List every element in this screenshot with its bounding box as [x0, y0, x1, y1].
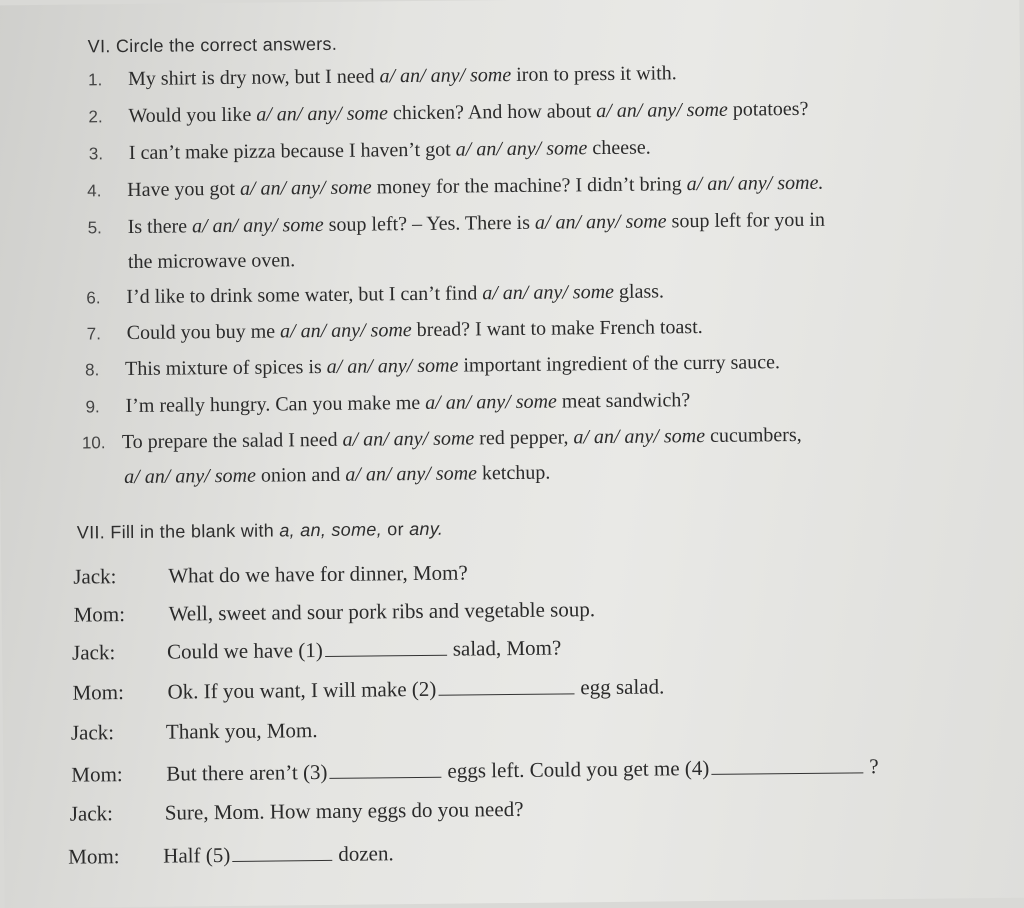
question-row — [88, 209, 826, 240]
question-text: chicken? And how about — [388, 100, 597, 124]
question-row — [86, 280, 664, 309]
question-text: red pepper, — [474, 426, 573, 449]
answer-options[interactable]: a/ an/ any/ some — [535, 210, 667, 233]
question-row — [87, 172, 823, 203]
speaker-label: Jack: — [73, 564, 168, 590]
question-row — [85, 351, 780, 381]
dialogue-text: egg salad. — [580, 674, 664, 699]
question-text: My shirt is dry now, but I need — [128, 65, 380, 90]
dialogue-line — [71, 754, 879, 787]
question-text: cucumbers, — [705, 424, 802, 447]
dialogue-line — [71, 718, 318, 746]
answer-options[interactable]: a/ an/ any/ some — [280, 319, 412, 342]
answer-options[interactable]: a/ an/ any/ some — [327, 355, 459, 378]
speaker-label: Mom: — [68, 844, 163, 870]
dialogue-text: Half (5) — [163, 843, 230, 868]
section-7-heading-words: a, an, some, — [279, 519, 382, 540]
question-text: Is there — [128, 215, 193, 238]
question-text: I can’t make pizza because I haven’t got — [129, 139, 456, 164]
speaker-label: Mom: — [74, 602, 169, 628]
question-text: Would you like — [128, 104, 256, 127]
question-text: glass. — [614, 280, 664, 303]
question-row — [85, 389, 690, 418]
question-row — [88, 98, 808, 129]
question-row — [87, 316, 703, 345]
question-number: 9. — [85, 397, 125, 417]
answer-options[interactable]: a/ an/ any/ some. — [687, 172, 824, 195]
section-6-heading: VI. Circle the correct answers. — [88, 34, 338, 58]
question-number: 1. — [88, 70, 128, 90]
question-text: iron to press it with. — [511, 62, 677, 86]
question-text: money for the machine? I didn’t bring — [372, 173, 687, 198]
dialogue-line — [72, 674, 664, 705]
speaker-label: Jack: — [71, 720, 166, 746]
dialogue-text: Could we have (1) — [167, 638, 323, 664]
question-text: bread? I want to make French toast. — [412, 316, 703, 341]
question-text: onion and — [256, 464, 346, 487]
dialogue-text: Thank you, Mom. — [166, 718, 318, 744]
question-text: I’m really hungry. Can you make me — [125, 392, 425, 417]
answer-options[interactable]: a/ an/ any/ some — [256, 102, 388, 125]
answer-options[interactable]: a/ an/ any/ some — [379, 64, 511, 87]
speaker-label: Mom: — [71, 762, 166, 788]
answer-options[interactable]: a/ an/ any/ some — [192, 214, 324, 237]
question-number: 5. — [88, 218, 128, 238]
question-text: soup left? – Yes. There is — [324, 212, 536, 236]
section-7-dialogue — [0, 0, 1019, 5]
question-number: 7. — [87, 324, 127, 344]
dialogue-text: Sure, Mom. How many eggs do you need? — [165, 797, 524, 825]
answer-options[interactable]: a/ an/ any/ some — [456, 137, 588, 160]
answer-options[interactable]: a/ an/ any/ some — [240, 176, 372, 199]
dialogue-text: Well, sweet and sour pork ribs and vegetable soup. — [169, 597, 596, 625]
dialogue-line — [68, 841, 394, 869]
question-text: This mixture of spices is — [125, 356, 327, 380]
section-7-heading-any: any. — [409, 519, 443, 539]
answer-options[interactable]: a/ an/ any/ some — [124, 465, 256, 488]
question-row — [82, 424, 802, 455]
answer-blank[interactable] — [711, 756, 863, 775]
question-text: To prepare the salad I need — [122, 429, 343, 453]
answer-options[interactable]: a/ an/ any/ some — [345, 462, 477, 485]
question-number: 8. — [85, 360, 125, 380]
answer-options[interactable]: a/ an/ any/ some — [573, 425, 705, 448]
question-text: soup left for you in — [666, 209, 825, 233]
question-row — [128, 249, 295, 274]
question-text: meat sandwich? — [557, 389, 691, 412]
question-row — [89, 137, 651, 166]
question-text: the microwave oven. — [128, 249, 295, 273]
dialogue-line — [74, 597, 596, 627]
question-number: 4. — [87, 181, 127, 201]
question-number: 3. — [89, 144, 129, 164]
dialogue-text: ? — [869, 754, 879, 778]
dialogue-text: Ok. If you want, I will make (2) — [167, 677, 436, 704]
answer-options[interactable]: a/ an/ any/ some — [342, 427, 474, 450]
question-text: I’d like to drink some water, but I can’t find — [126, 282, 482, 308]
question-number: 10. — [82, 433, 122, 453]
section-7-heading-or: or — [382, 519, 409, 539]
dialogue-text: What do we have for dinner, Mom? — [168, 560, 468, 587]
section-7-heading-prefix: VII. Fill in the blank with — [77, 520, 280, 542]
question-text: Have you got — [127, 178, 240, 201]
question-text: important ingredient of the curry sauce. — [458, 351, 780, 376]
dialogue-text: But there aren’t (3) — [166, 760, 327, 786]
dialogue-line — [72, 635, 561, 665]
question-number: 6. — [86, 288, 126, 308]
answer-options[interactable]: a/ an/ any/ some — [596, 99, 728, 122]
section-6-question-list — [0, 0, 1019, 5]
question-row — [124, 462, 550, 489]
question-number: 2. — [88, 107, 128, 127]
answer-blank[interactable] — [438, 677, 574, 695]
question-text: cheese. — [587, 137, 651, 160]
question-row — [88, 62, 677, 91]
speaker-label: Jack: — [72, 640, 167, 666]
answer-blank[interactable] — [325, 639, 447, 657]
question-text: Could you buy me — [127, 320, 281, 344]
answer-options[interactable]: a/ an/ any/ some — [482, 281, 614, 304]
answer-blank[interactable] — [232, 844, 332, 862]
dialogue-text: salad, Mom? — [453, 635, 562, 660]
answer-blank[interactable] — [329, 761, 441, 779]
dialogue-line — [70, 797, 524, 827]
section-7-heading — [77, 519, 443, 544]
answer-options[interactable]: a/ an/ any/ some — [425, 391, 557, 414]
speaker-label: Jack: — [70, 801, 165, 827]
speaker-label: Mom: — [72, 680, 167, 706]
question-text: ketchup. — [477, 462, 551, 485]
dialogue-text: dozen. — [338, 841, 394, 866]
dialogue-text: eggs left. Could you get me (4) — [447, 756, 709, 783]
question-text: potatoes? — [728, 98, 809, 121]
dialogue-line — [73, 560, 468, 589]
